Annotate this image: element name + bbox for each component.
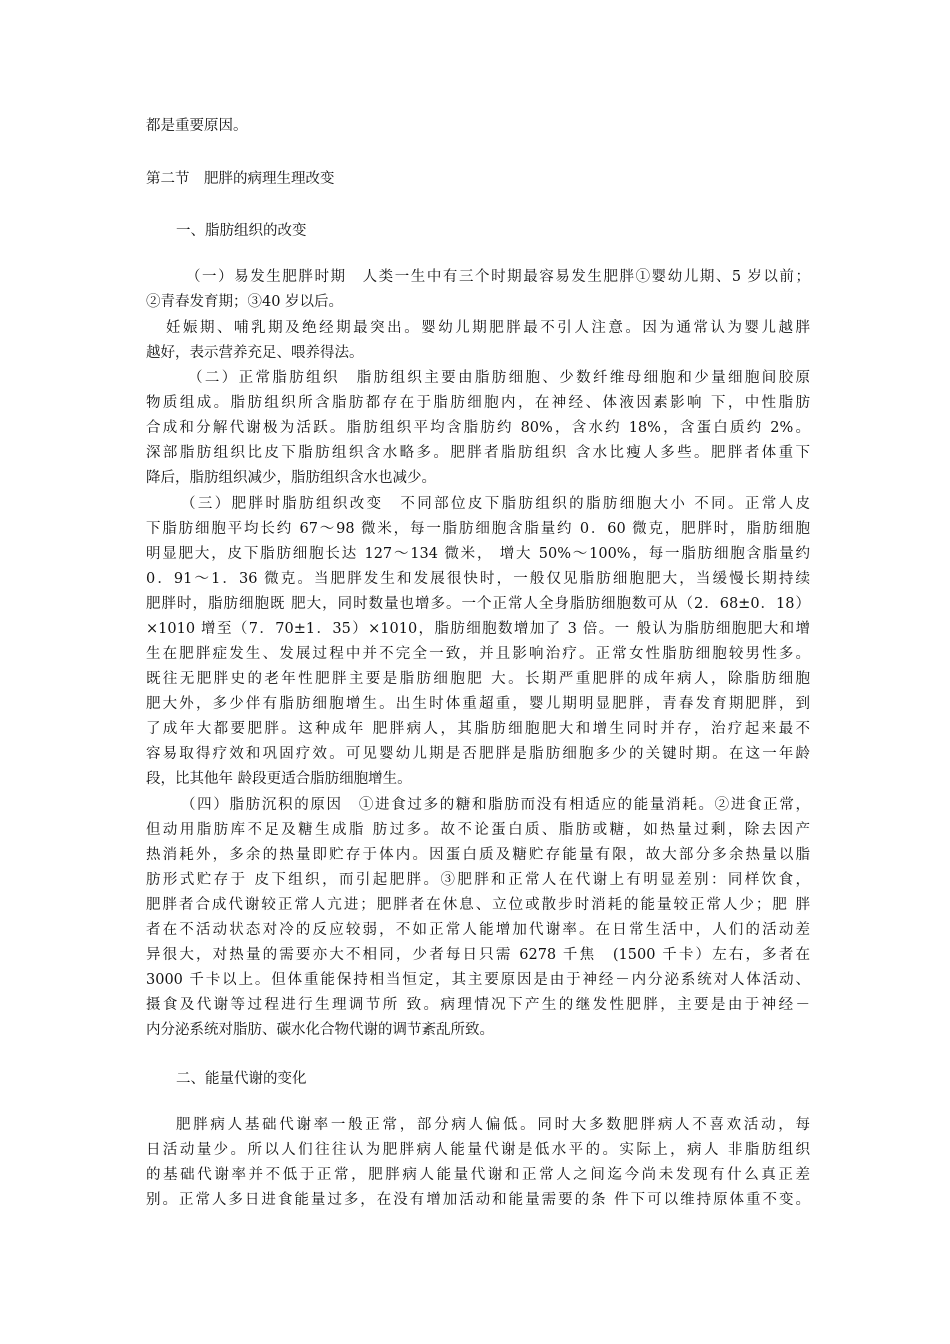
paragraph-line: 既往无肥胖史的老年性肥胖主要是脂肪细胞肥 大。长期严重肥胖的成年病人，除脂肪细胞: [146, 671, 810, 687]
paragraph-line: （二）正常脂肪组织 脂肪组织主要由脂肪细胞、少数纤维母细胞和少量细胞间胶原: [188, 370, 810, 386]
paragraph-line: （一）易发生肥胖时期 人类一生中有三个时期最容易发生肥胖①婴幼儿期、5 岁以前；: [186, 269, 810, 285]
paragraph-line: 肥大外，多少伴有脂肪细胞增生。出生时体重超重，婴儿期明显肥胖，青春发育期肥胖，到: [146, 696, 810, 712]
paragraph-line: 容易取得疗效和巩固疗效。可见婴幼儿期是否肥胖是脂肪细胞多少的关键时期。在这一年龄: [146, 746, 810, 762]
paragraph-line: 日活动量少。所以人们往往认为肥胖病人能量代谢是低水平的。实际上，病人 非脂肪组织: [146, 1142, 810, 1158]
paragraph-line: 异很大，对热量的需要亦大不相同，少者每日只需 6278 千焦 (1500 千卡）左右，多者在: [146, 947, 810, 963]
paragraph-line: 降后，脂肪组织减少，脂肪组织含水也减少。: [146, 470, 436, 486]
paragraph-line: 妊娠期、哺乳期及绝经期最突出。婴幼儿期肥胖最不引人注意。因为通常认为婴儿越胖: [166, 320, 810, 336]
paragraph-line: 肥胖者合成代谢较正常人亢进；肥胖者在休息、立位或散步时消耗的能量较正常人少；肥 胖: [146, 897, 810, 913]
paragraph-line: ×1010 增至（7．70±1．35）×1010，脂肪细胞数增加了 3 倍。一 般认为脂肪细胞肥大和增: [146, 621, 810, 637]
paragraph-line: 3000 千卡以上。但体重能保持相当恒定，其主要原因是由于神经－内分泌系统对人体活动、: [146, 972, 810, 988]
section-heading: 第二节 肥胖的病理生理改变: [146, 171, 335, 187]
paragraph-line: 越好，表示营养充足、喂养得法。: [146, 345, 364, 361]
paragraph-line: 者在不活动状态对冷的反应较弱，不如正常人能增加代谢率。在日常生活中，人们的活动差: [146, 922, 810, 938]
subsection-heading: 二、能量代谢的变化: [176, 1071, 307, 1087]
paragraph-line: 但动用脂肪库不足及糖生成脂 肪过多。故不论蛋白质、脂肪或糖，如热量过剩，除去因产: [146, 822, 810, 838]
paragraph-line: 生在肥胖症发生、发展过程中并不完全一致，并且影响治疗。正常女性脂肪细胞较男性多。: [146, 646, 810, 662]
paragraph-line: 的基础代谢率并不低于正常，肥胖病人能量代谢和正常人之间迄今尚未发现有什么真正差: [146, 1167, 810, 1183]
paragraph-line: 下脂肪细胞平均长约 67～98 微米，每一脂肪细胞含脂量约 0．60 微克，肥胖时，脂肪细胞: [146, 521, 810, 537]
paragraph-line: （三）肥胖时脂肪组织改变 不同部位皮下脂肪组织的脂肪细胞大小 不同。正常人皮: [181, 496, 810, 512]
paragraph-line: （四）脂肪沉积的原因 ①进食过多的糖和脂肪而没有相适应的能量消耗。②进食正常，: [181, 797, 810, 813]
paragraph-line: 别。正常人多日进食能量过多，在没有增加活动和能量需要的条 件下可以维持原体重不变。: [146, 1192, 810, 1208]
subsection-heading: 一、脂肪组织的改变: [176, 223, 307, 239]
paragraph-line: 明显肥大，皮下脂肪细胞长达 127～134 微米， 增大 50%～100%，每一脂肪细胞含脂量约: [146, 546, 810, 562]
paragraph-line: 段，比其他年 龄段更适合脂肪细胞增生。: [146, 771, 412, 787]
paragraph-line: 物质组成。脂肪组织所含脂肪都存在于脂肪细胞内，在神经、体液因素影响 下，中性脂肪: [146, 395, 810, 411]
paragraph-line: 了成年大都要肥胖。这种成年 肥胖病人，其脂肪细胞肥大和增生同时并存，治疗起来最不: [146, 721, 810, 737]
paragraph-line: 0．91～1．36 微克。当肥胖发生和发展很快时，一般仅见脂肪细胞肥大，当缓慢长期持续: [146, 571, 810, 587]
paragraph-line: 肪形式贮存于 皮下组织，而引起肥胖。③肥胖和正常人在代谢上有明显差别：同样饮食，: [146, 872, 810, 888]
paragraph-line: 合成和分解代谢极为活跃。脂肪组织平均含脂肪约 80%，含水约 18%，含蛋白质约 2%。: [146, 420, 810, 436]
paragraph-line: 内分泌系统对脂肪、碳水化合物代谢的调节紊乱所致。: [146, 1022, 494, 1038]
paragraph-line: 热消耗外，多余的热量即贮存于体内。因蛋白质及糖贮存能量有限，故大部分多余热量以脂: [146, 847, 810, 863]
paragraph-line: 肥胖时，脂肪细胞既 肥大，同时数量也增多。一个正常人全身脂肪细胞数可从（2．68±0．18）: [146, 596, 810, 612]
paragraph-line: 肥胖病人基础代谢率一般正常，部分病人偏低。同时大多数肥胖病人不喜欢活动，每: [176, 1117, 810, 1133]
paragraph-line: 摄食及代谢等过程进行生理调节所 致。病理情况下产生的继发性肥胖，主要是由于神经－: [146, 997, 810, 1013]
paragraph-line: 深部脂肪组织比皮下脂肪组织含水略多。肥胖者脂肪组织 含水比瘦人多些。肥胖者体重下: [146, 445, 810, 461]
paragraph-line: ②青春发育期；③40 岁以后。: [146, 294, 344, 310]
body-text-line: 都是重要原因。: [146, 118, 248, 134]
